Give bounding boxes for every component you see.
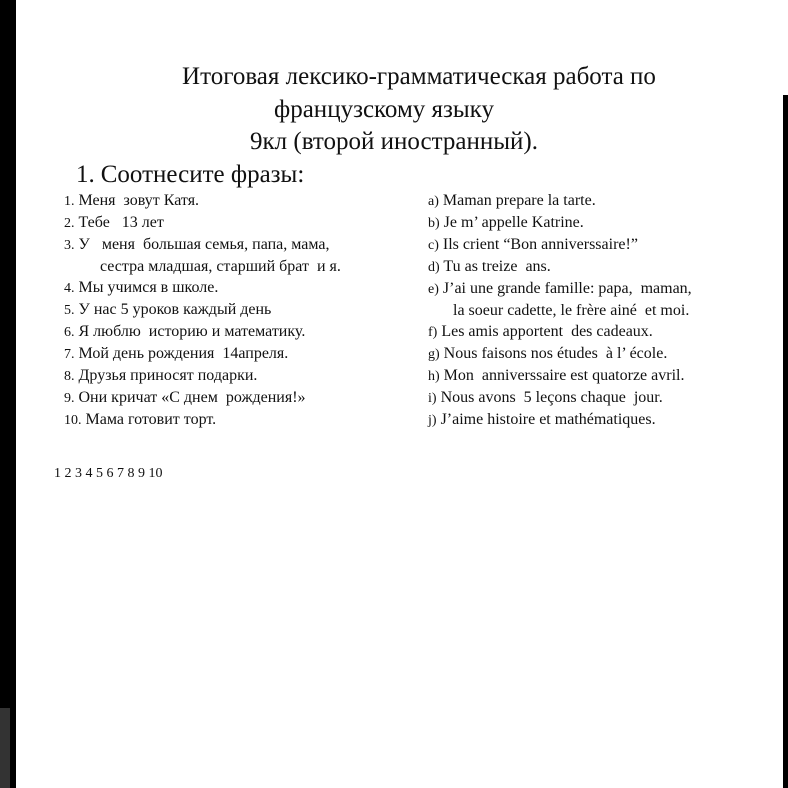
russian-item: 8. Друзья приносят подарки.: [64, 367, 258, 384]
french-item: f) Les amis apportent des cadeaux.: [428, 323, 653, 340]
russian-item-continuation: сестра младшая, старший брат и я.: [100, 258, 341, 275]
french-item: e) J’ai une grande famille: papa, maman,: [428, 280, 692, 297]
french-item: a) Maman prepare la tarte.: [428, 192, 596, 209]
russian-phrases-list: [64, 190, 404, 431]
russian-item: 4. Мы учимся в школе.: [64, 279, 219, 296]
document-title-line-3: 9кл (второй иностранный).: [250, 128, 538, 155]
french-item: j) J’aime histoire et mathématiques.: [428, 411, 656, 428]
left-border-notch: [0, 708, 10, 788]
task-heading: [76, 160, 304, 190]
document-title-line-2: французскому языку: [274, 96, 494, 123]
russian-item: 1. Меня зовут Катя.: [64, 192, 200, 209]
task-number: 1.: [76, 161, 95, 188]
russian-item: 5. У нас 5 уроков каждый день: [64, 301, 272, 318]
right-black-border: [783, 95, 788, 788]
french-item: c) Ils crient “Bon anniverssaire!”: [428, 236, 638, 253]
french-item-continuation: la soeur cadette, le frère ainé et moi.: [453, 302, 690, 319]
task-instruction: Соотнесите фразы:: [100, 161, 305, 188]
french-item: h) Mon anniverssaire est quatorze avril.: [428, 367, 685, 384]
french-phrases-list: [428, 190, 758, 431]
french-item: g) Nous faisons nos études à l’ école.: [428, 345, 668, 362]
french-item: i) Nous avons 5 leçons chaque jour.: [428, 389, 663, 406]
russian-item: 6. Я люблю историю и математику.: [64, 323, 306, 340]
russian-item: 10. Мама готовит торт.: [64, 411, 217, 428]
document-title-line-1: Итоговая лексико-грамматическая работа по: [182, 63, 656, 90]
answer-number-row: 1 2 3 4 5 6 7 8 9 10: [54, 466, 163, 481]
russian-item: 2. Тебе 13 лет: [64, 214, 164, 231]
french-item: b) Je m’ appelle Katrine.: [428, 214, 584, 231]
russian-item: 7. Мой день рождения 14апреля.: [64, 345, 289, 362]
russian-item: 9. Они кричат «С днем рождения!»: [64, 389, 306, 406]
russian-item: 3. У меня большая семья, папа, мама,: [64, 236, 330, 253]
french-item: d) Tu as treize ans.: [428, 258, 551, 275]
